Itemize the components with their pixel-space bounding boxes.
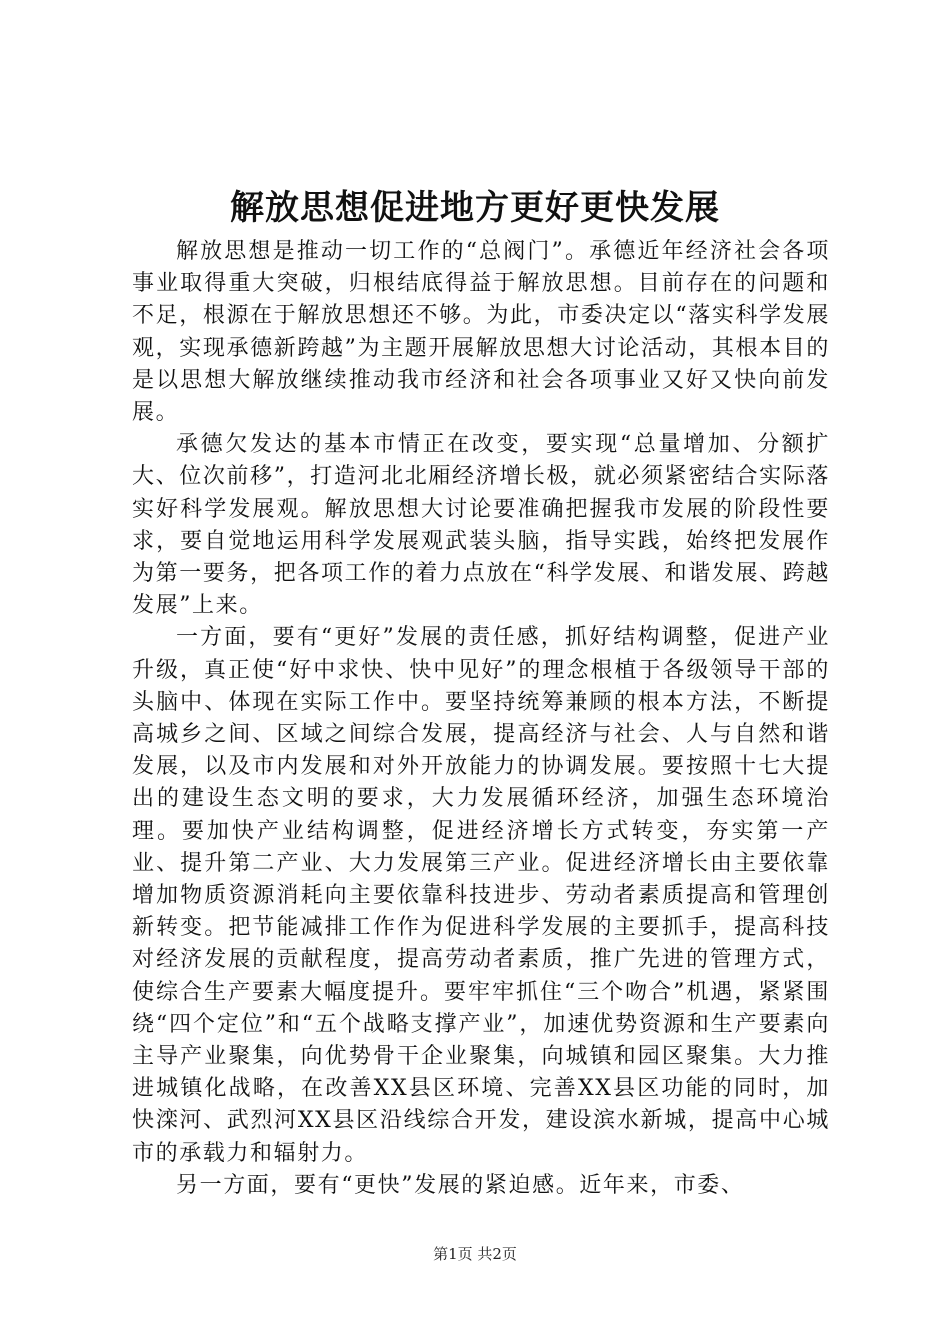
paragraph-4: 另一方面，要有“更快”发展的紧迫感。近年来，市委、 bbox=[176, 1172, 745, 1198]
page-footer: 第1页 共2页 bbox=[433, 1245, 517, 1263]
document-title: 解放思想促进地方更好更快发展 bbox=[230, 188, 720, 228]
paragraph-2: 承德欠发达的基本市情正在改变，要实现“总量增加、分额扩大、位次前移”，打造河北北厢经济增长极，就必须紧密结合实际落实好科学发展观。解放思想大讨论要准确把握我市发展的阶段性要求，要自觉地运用科学发展观武装头脑，指导实践，始终把发展作为第一要务，把各项工作的着力点放在“科学发展、和谐发展、跨越发展”上来。 bbox=[132, 432, 830, 619]
paragraph-1: 解放思想是推动一切工作的“总阀门”。承德近年经济社会各项事业取得重大突破，归根结底得益于解放思想。目前存在的问题和不足，根源在于解放思想还不够。为此，市委决定以“落实科学发展观，实现承德新跨越”为主题开展解放思想大讨论活动，其根本目的是以思想大解放继续推动我市经济和社会各项事业又好又快向前发展。 bbox=[132, 239, 830, 426]
document-body bbox=[132, 236, 830, 1202]
paragraph-3: 一方面，要有“更好”发展的责任感，抓好结构调整，促进产业升级，真正使“好中求快、快中见好”的理念根植于各级领导干部的头脑中、体现在实际工作中。要坚持统筹兼顾的根本方法，不断提高城乡之间、区域之间综合发展，提高经济与社会、人与自然和谐发展，以及市内发展和对外开放能力的协调发展。要按照十七大提出的建设生态文明的要求，大力发展循环经济，加强生态环境治理。要加快产业结构调整，促进经济增长方式转变，夯实第一产业、提升第二产业、大力发展第三产业。促进经济增长由主要依靠增加物质资源消耗向主要依靠科技进步、劳动者素质提高和管理创新转变。把节能减排工作作为促进科学发展的主要抓手，提高科技对经济发展的贡献程度，提高劳动者素质，推广先进的管理方式，使综合生产要素大幅度提升。要牢牢抓住“三个吻合”机遇，紧紧围绕“四个定位”和“五个战略支撑产业”，加速优势资源和生产要素向主导产业聚集，向优势骨干企业聚集，向城镇和园区聚集。大力推进城镇化战略，在改善XX县区环境、完善XX县区功能的同时，加快滦河、武烈河XX县区沿线综合开发，建设滨水新城，提高中心城市的承载力和辐射力。 bbox=[132, 625, 830, 1166]
